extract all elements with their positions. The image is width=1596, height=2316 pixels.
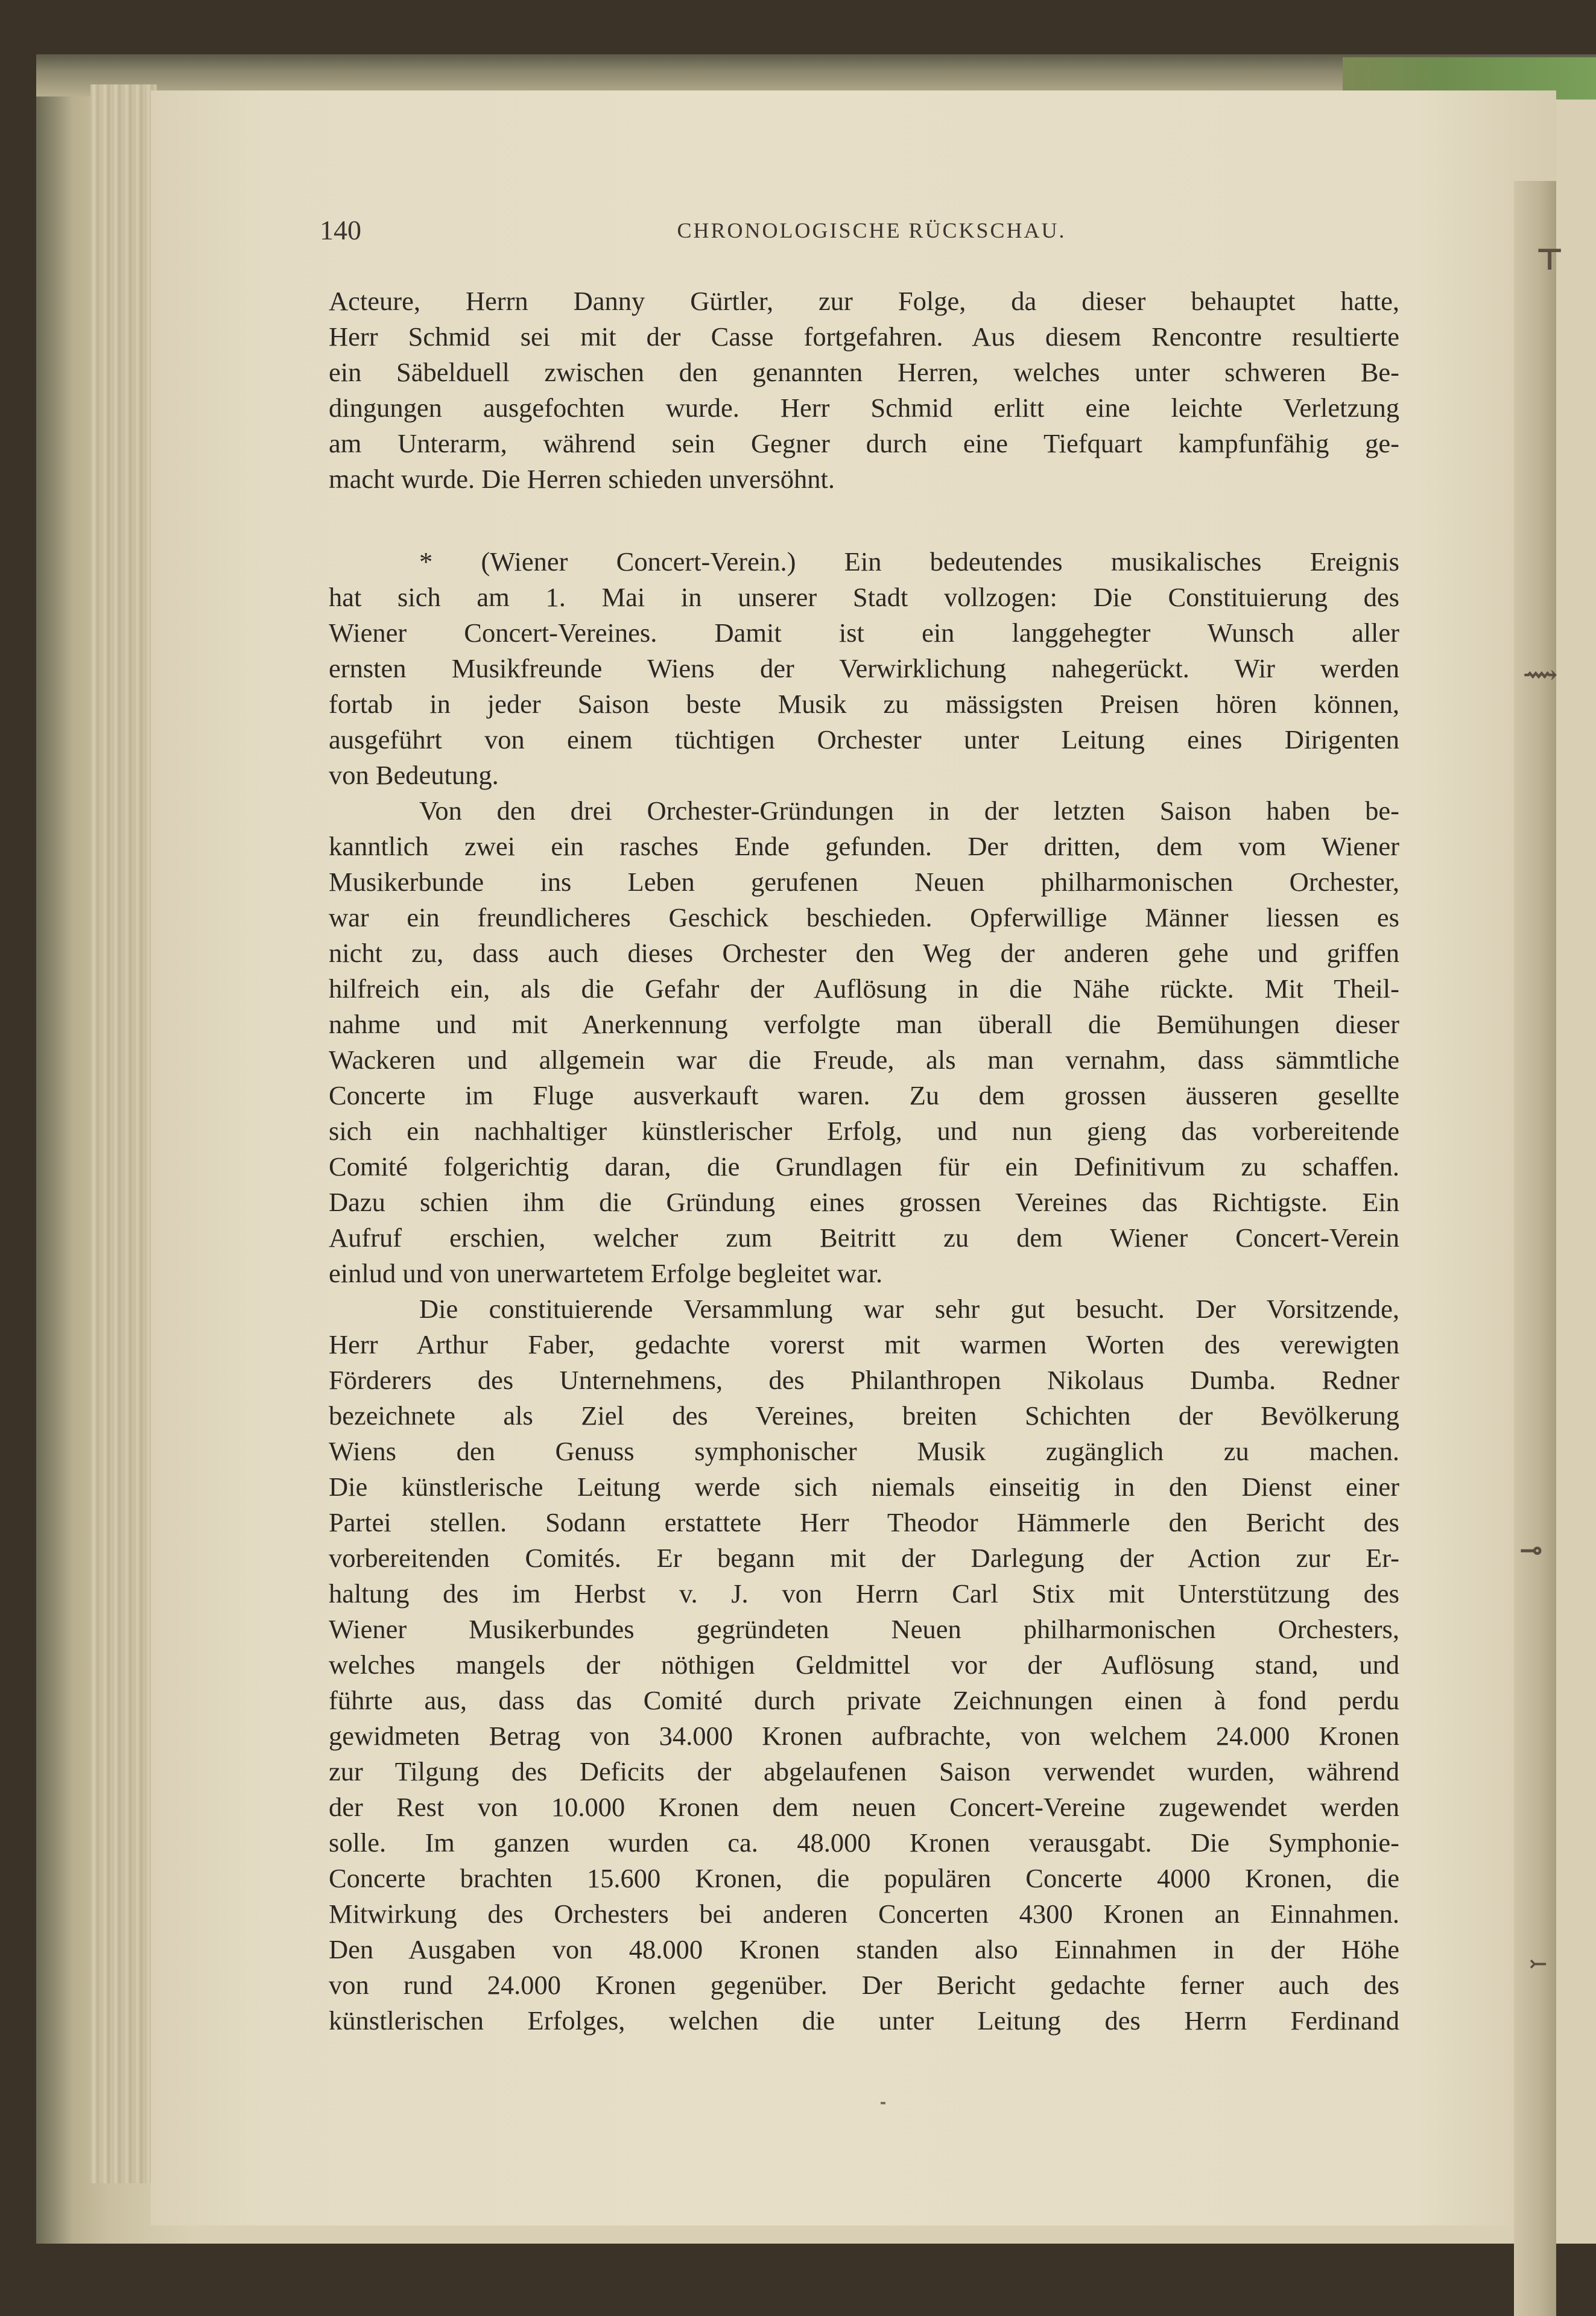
text-line: solle. Im ganzen wurden ca. 48.000 Kronen verausgabt. Die Symphonie-: [329, 1827, 1399, 1858]
text-line: Aufruf erschien, welcher zum Beitritt zu dem Wiener Concert-Verein: [329, 1223, 1399, 1253]
body-text: [329, 283, 1399, 2039]
page-gutter-shadow: [1514, 181, 1556, 2316]
text-line: Musikerbunde ins Leben gerufenen Neuen philharmonischen Orchester,: [329, 867, 1399, 897]
binding-thread-mark: ⊸: [1520, 1536, 1542, 1565]
section-gap: [329, 497, 1399, 544]
text-line: gewidmeten Betrag von 34.000 Kronen aufbrachte, von welchem 24.000 Kronen: [329, 1721, 1399, 1751]
text-line: hilfreich ein, als die Gefahr der Auflösung in die Nähe rückte. Mit Theil-: [329, 973, 1399, 1004]
text-line: war ein freundlicheres Geschick beschieden. Opferwillige Männer liessen es: [329, 902, 1399, 932]
text-line: welches mangels der nöthigen Geldmittel vor der Auflösung stand, und: [329, 1650, 1399, 1680]
text-line: Concerte im Fluge ausverkauft waren. Zu dem grossen äusseren gesellte: [329, 1080, 1399, 1110]
page-number: 140: [320, 215, 361, 245]
text-line: sich ein nachhaltiger künstlerischer Erfolg, und nun gieng das vorbereitende: [329, 1116, 1399, 1146]
text-line: Herr Arthur Faber, gedachte vorerst mit warmen Worten des verewigten: [329, 1329, 1399, 1359]
text-line: macht wurde. Die Herren schieden unversöhnt.: [329, 464, 835, 494]
section-heading-line: * (Wiener Concert-Verein.) Ein bedeutendes musikalisches Ereignis: [419, 546, 1399, 577]
text-line: Acteure, Herrn Danny Gürtler, zur Folge, da dieser behauptet hatte,: [329, 286, 1399, 316]
page-stack-edges: [90, 84, 157, 2183]
paper-speck: [881, 2102, 885, 2104]
text-line: Concerte brachten 15.600 Kronen, die populären Concerte 4000 Kronen, die: [329, 1863, 1399, 1893]
text-line: Die künstlerische Leitung werde sich niemals einseitig in den Dienst einer: [329, 1472, 1399, 1502]
text-line: dingungen ausgefochten wurde. Herr Schmid erlitt eine leichte Verletzung: [329, 393, 1399, 423]
text-line: von Bedeutung.: [329, 760, 499, 790]
text-line: von rund 24.000 Kronen gegenüber. Der Bericht gedachte ferner auch des: [329, 1970, 1399, 2000]
text-line: nahme und mit Anerkennung verfolgte man überall die Bemühungen dieser: [329, 1009, 1399, 1039]
text-line: ernsten Musikfreunde Wiens der Verwirklichung nahegerückt. Wir werden: [329, 653, 1399, 683]
text-line: Wiener Concert-Vereines. Damit ist ein langgehegter Wunsch aller: [329, 618, 1399, 648]
text-line: Wiener Musikerbundes gegründeten Neuen philharmonischen Orchesters,: [329, 1614, 1399, 1644]
text-line: Comité folgerichtig daran, die Grundlagen für ein Definitivum zu schaffen.: [329, 1151, 1399, 1182]
text-line: nicht zu, dass auch dieses Orchester den Weg der anderen gehe und griffen: [329, 938, 1399, 968]
text-line: am Unterarm, während sein Gegner durch eine Tiefquart kampfunfähig ge-: [329, 428, 1399, 458]
text-line: Dazu schien ihm die Gründung eines grossen Vereines das Richtigste. Ein: [329, 1187, 1399, 1217]
text-line: fortab in jeder Saison beste Musik zu mässigsten Preisen hören können,: [329, 689, 1399, 719]
text-line: führte aus, dass das Comité durch private Zeichnungen einen à fond perdu: [329, 1685, 1399, 1715]
text-line: Förderers des Unternehmens, des Philanthropen Nikolaus Dumba. Redner: [329, 1365, 1399, 1395]
text-line: bezeichnete als Ziel des Vereines, breiten Schichten der Bevölkerung: [329, 1400, 1399, 1431]
text-line: ausgeführt von einem tüchtigen Orchester unter Leitung eines Dirigenten: [329, 724, 1399, 755]
page-header: [320, 214, 1423, 250]
text-line: Wiens den Genuss symphonischer Musik zugänglich zu machen.: [329, 1436, 1399, 1466]
text-line: Die constituierende Versammlung war sehr gut besucht. Der Vorsitzende,: [419, 1294, 1399, 1324]
text-line: Den Ausgaben von 48.000 Kronen standen also Einnahmen in der Höhe: [329, 1934, 1399, 1964]
text-line: vorbereitenden Comités. Er begann mit der Darlegung der Action zur Er-: [329, 1543, 1399, 1573]
text-line: Wackeren und allgemein war die Freude, als man vernahm, dass sämmtliche: [329, 1045, 1399, 1075]
text-line: Von den drei Orchester-Gründungen in der letzten Saison haben be-: [419, 796, 1399, 826]
text-line: haltung des im Herbst v. J. von Herrn Carl Stix mit Unterstützung des: [329, 1578, 1399, 1609]
text-line: Partei stellen. Sodann erstattete Herr Theodor Hämmerle den Bericht des: [329, 1507, 1399, 1537]
text-line: einlud und von unerwartetem Erfolge begleitet war.: [329, 1258, 883, 1288]
running-head: CHRONOLOGISCHE RÜCKSCHAU.: [677, 218, 1066, 242]
text-line: hat sich am 1. Mai in unserer Stadt vollzogen: Die Constituierung des: [329, 582, 1399, 612]
text-line: ein Säbelduell zwischen den genannten Herren, welches unter schweren Be-: [329, 357, 1399, 387]
text-line: Mitwirkung des Orchesters bei anderen Concerten 4300 Kronen an Einnahmen.: [329, 1899, 1399, 1929]
binding-thread-mark: ⤚: [1529, 1952, 1548, 1976]
text-line: der Rest von 10.000 Kronen dem neuen Concert-Vereine zugewendet werden: [329, 1792, 1399, 1822]
text-line: künstlerischen Erfolges, welchen die unter Leitung des Herrn Ferdinand: [329, 2005, 1399, 2036]
text-line: zur Tilgung des Deficits der abgelaufenen Saison verwendet wurden, während: [329, 1756, 1399, 1786]
text-line: kanntlich zwei ein rasches Ende gefunden. Der dritten, dem vom Wiener: [329, 831, 1399, 861]
text-line: Herr Schmid sei mit der Casse fortgefahren. Aus diesem Rencontre resultierte: [329, 321, 1399, 352]
binding-thread-mark: ⊤: [1535, 242, 1564, 276]
binding-thread-mark: ⟿: [1523, 661, 1558, 688]
